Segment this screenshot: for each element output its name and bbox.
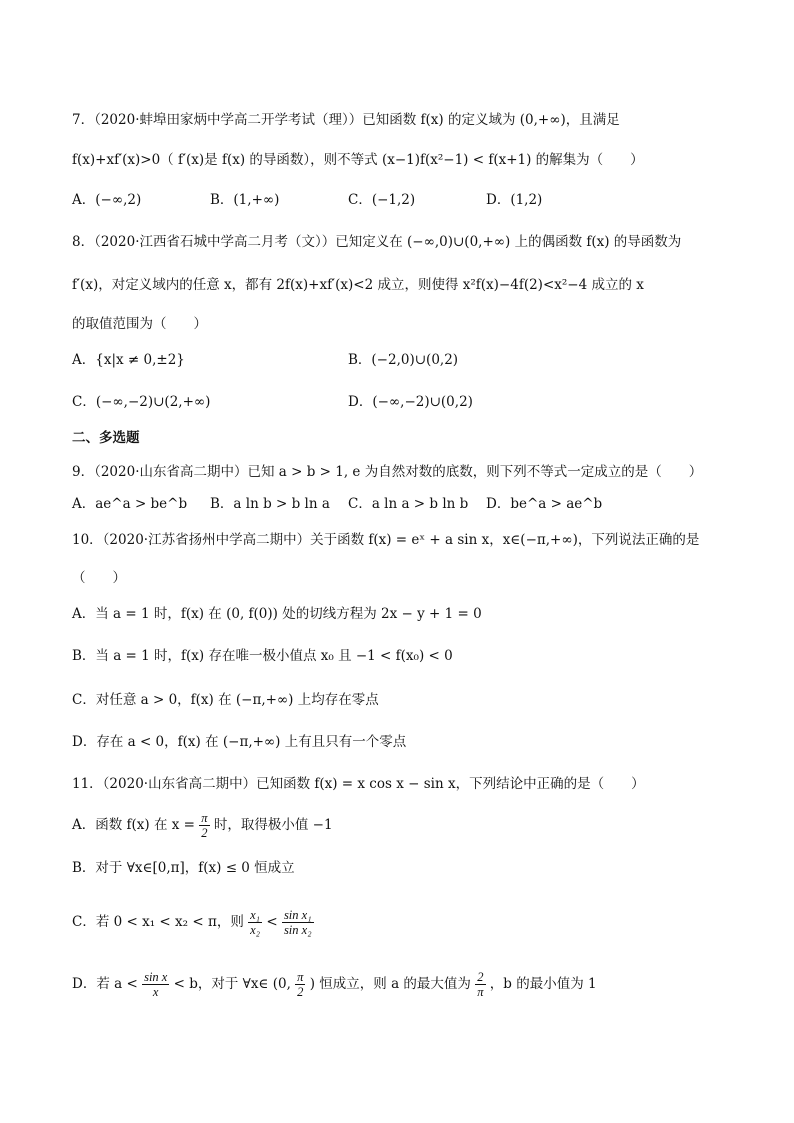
q8-stem-line1: 8．（2020·江西省石城中学高二月考（文））已知定义在 (−∞,0)∪(0,+∞) 上的偶函数 f(x) 的导函数为: [72, 234, 682, 250]
q10-option-a: A．当 a = 1 时，f(x) 在 (0, f(0)) 处的切线方程为 2x − y + 1 = 0: [72, 606, 482, 622]
fraction-numerator: sin x: [144, 970, 168, 984]
q8-option-a: A．{x|x ≠ 0,±2}: [72, 352, 185, 368]
q9-option-a: A．ae^a > be^b: [72, 496, 188, 512]
fraction-denominator: sin x₂: [283, 923, 312, 937]
q11-option-c-less-than: <: [266, 914, 278, 930]
q11-option-d-text-mid2: ) 恒成立，则 a 的最大值为: [309, 976, 471, 992]
q9-option-d: D．be^a > ae^b: [486, 496, 603, 512]
q11-option-a-text: A．函数 f(x) 在 x =: [72, 817, 195, 833]
q7-stem-line1: 7．（2020·蚌埠田家炳中学高二开学考试（理））已知函数 f(x) 的定义域为 (0,+∞)，且满足: [72, 112, 620, 128]
fraction-numerator: x₁: [250, 908, 261, 922]
q8-option-b: B．(−2,0)∪(0,2): [348, 352, 459, 368]
q11-option-d-text: D．若 a <: [72, 976, 138, 992]
q8-stem-line3: 的取值范围为（ ）: [72, 316, 207, 332]
q7-option-b: B．(1,+∞): [210, 192, 280, 208]
q11-option-d: [72, 962, 754, 1006]
fraction-numerator: π: [297, 970, 304, 984]
q11-stem: 11．（2020·山东省高二期中）已知函数 f(x) = x cos x − sin x，下列结论中正确的是（ ）: [72, 776, 645, 792]
fraction-denominator: x: [152, 985, 159, 999]
q7-stem-line2: f(x)+xf′(x)>0（ f′(x)是 f(x) 的导函数），则不等式 (x−1)f(x²−1) < f(x+1) 的解集为（ ）: [72, 152, 644, 168]
fraction-denominator: 2: [201, 826, 208, 840]
fraction-denominator: x₂: [250, 923, 261, 937]
q9-stem: 9．（2020·山东省高二期中）已知 a > b > 1, e 为自然对数的底数，则下列不等式一定成立的是（ ）: [72, 464, 703, 480]
q11-option-c-fraction-1: [248, 908, 262, 937]
q7-option-d: D．(1,2): [486, 192, 543, 208]
fraction-numerator: 2: [475, 970, 485, 985]
q10-option-c: C．对任意 a > 0，f(x) 在 (−π,+∞) 上均存在零点: [72, 692, 379, 708]
q8-stem-line2: f′(x)，对定义域内的任意 x，都有 2f(x)+xf′(x)<2 成立，则使得 x²f(x)−4f(2)<x²−4 成立的 x: [72, 277, 644, 293]
q11-option-d-fraction-2: [295, 970, 305, 999]
q10-stem-line1: 10．（2020·江苏省扬州中学高二期中）关于函数 f(x) = eˣ + a sin x，x∈(−π,+∞)，下列说法正确的是: [72, 532, 700, 548]
q11-option-c: [72, 902, 754, 942]
q11-option-d-text-mid: < b，对于 ∀x∈ (0,: [173, 976, 291, 992]
q7-option-a: A．(−∞,2): [72, 192, 142, 208]
q11-option-a-fraction: [199, 811, 209, 840]
q10-stem-line2: （ ）: [72, 570, 126, 586]
section-heading-multi-choice: 二、多选题: [72, 430, 140, 446]
q11-option-b: B．对于 ∀x∈[0,π]，f(x) ≤ 0 恒成立: [72, 860, 295, 876]
q11-option-d-text-end: ，b 的最小值为 1: [489, 976, 597, 992]
fraction-denominator: π: [477, 985, 484, 999]
q8-option-c: C．(−∞,−2)∪(2,+∞): [72, 394, 211, 410]
q11-option-c-text: C．若 0 < x₁ < x₂ < π，则: [72, 914, 244, 930]
q11-option-d-fraction-1: [142, 970, 169, 999]
fraction-numerator: sin x₁: [283, 908, 312, 922]
q9-option-b: B．a ln b > b ln a: [210, 496, 330, 512]
fraction-numerator: π: [201, 811, 208, 825]
fraction-denominator: 2: [297, 985, 304, 999]
q11-option-d-fraction-3: [475, 970, 485, 999]
q10-option-d: D．存在 a < 0，f(x) 在 (−π,+∞) 上有且只有一个零点: [72, 734, 407, 750]
q11-option-a-text-end: 时，取得极小值 −1: [213, 817, 333, 833]
q11-option-c-fraction-2: [282, 908, 314, 937]
q10-option-b: B．当 a = 1 时，f(x) 存在唯一极小值点 x₀ 且 −1 < f(x₀) < 0: [72, 648, 453, 664]
q9-option-c: C．a ln a > b ln b: [348, 496, 469, 512]
q7-option-c: C．(−1,2): [348, 192, 416, 208]
q8-option-d: D．(−∞,−2)∪(0,2): [348, 394, 473, 410]
q11-option-a: [72, 808, 754, 842]
